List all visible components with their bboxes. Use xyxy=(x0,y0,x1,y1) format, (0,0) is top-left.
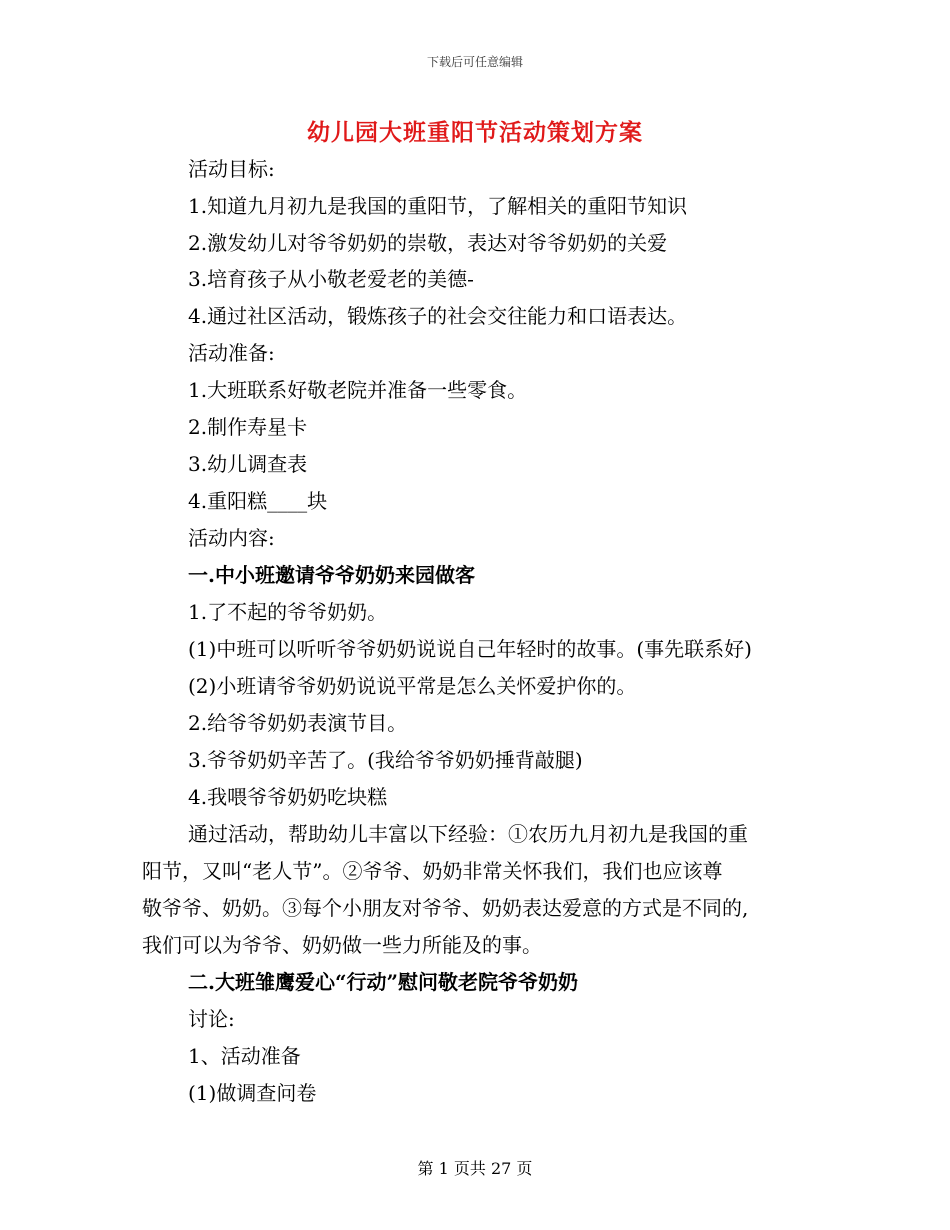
content-item-3: 3.爷爷奶奶辛苦了。(我给爷爷奶奶捶背敲腿) xyxy=(188,748,583,772)
goal-item-4: 4.通过社区活动，锻炼孩子的社会交往能力和口语表达。 xyxy=(188,304,688,328)
summary-paragraph-line-3: 敬爷爷、奶奶。③每个小朋友对爷爷、奶奶表达爱意的方式是不同的, xyxy=(142,896,749,920)
page-footer: 第 1 页共 27 页 xyxy=(417,1159,533,1178)
preparation-item-4: 4.重阳糕____块 xyxy=(188,489,328,513)
section-heading-goals: 活动目标: xyxy=(188,157,275,181)
header-note: 下载后可任意编辑 xyxy=(426,55,523,69)
content-part-1-heading: 一.中小班邀请爷爷奶奶来园做客 xyxy=(188,563,475,587)
content-subitem-1: (1)中班可以听听爷爷奶奶说说自己年轻时的故事。(事先联系好) xyxy=(188,637,752,661)
document-title: 幼儿园大班重阳节活动策划方案 xyxy=(307,119,643,146)
content-item-1: 1.了不起的爷爷奶奶。 xyxy=(188,600,388,624)
discussion-item-1: 1、活动准备 xyxy=(188,1044,301,1068)
goal-item-1: 1.知道九月初九是我国的重阳节，了解相关的重阳节知识 xyxy=(188,194,688,218)
content-part-2-heading: 二.大班雏鹰爱心“行动”慰问敬老院爷爷奶奶 xyxy=(188,970,578,994)
content-item-4: 4.我喂爷爷奶奶吃块糕 xyxy=(188,785,388,809)
preparation-item-1: 1.大班联系好敬老院并准备一些零食。 xyxy=(188,378,528,402)
goal-item-3: 3.培育孩子从小敬老爱老的美德- xyxy=(188,267,474,291)
content-item-2: 2.给爷爷奶奶表演节目。 xyxy=(188,711,408,735)
content-subitem-2: (2)小班请爷爷奶奶说说平常是怎么关怀爱护你的。 xyxy=(188,674,637,698)
discussion-subitem-1: (1)做调查问卷 xyxy=(188,1081,317,1105)
preparation-item-3: 3.幼儿调查表 xyxy=(188,452,308,476)
preparation-item-2: 2.制作寿星卡 xyxy=(188,415,308,439)
summary-paragraph-line-1: 通过活动，帮助幼儿丰富以下经验：①农历九月初九是我国的重 xyxy=(188,822,748,846)
goal-item-2: 2.激发幼儿对爷爷奶奶的崇敬，表达对爷爷奶奶的关爱 xyxy=(188,231,668,255)
summary-paragraph-line-2: 阳节，又叫“老人节”。②爷爷、奶奶非常关怀我们，我们也应该尊 xyxy=(142,859,723,883)
discussion-label: 讨论: xyxy=(188,1007,235,1031)
section-heading-preparation: 活动准备: xyxy=(188,341,275,365)
section-heading-content: 活动内容: xyxy=(188,526,275,550)
summary-paragraph-line-4: 我们可以为爷爷、奶奶做一些力所能及的事。 xyxy=(142,933,542,957)
